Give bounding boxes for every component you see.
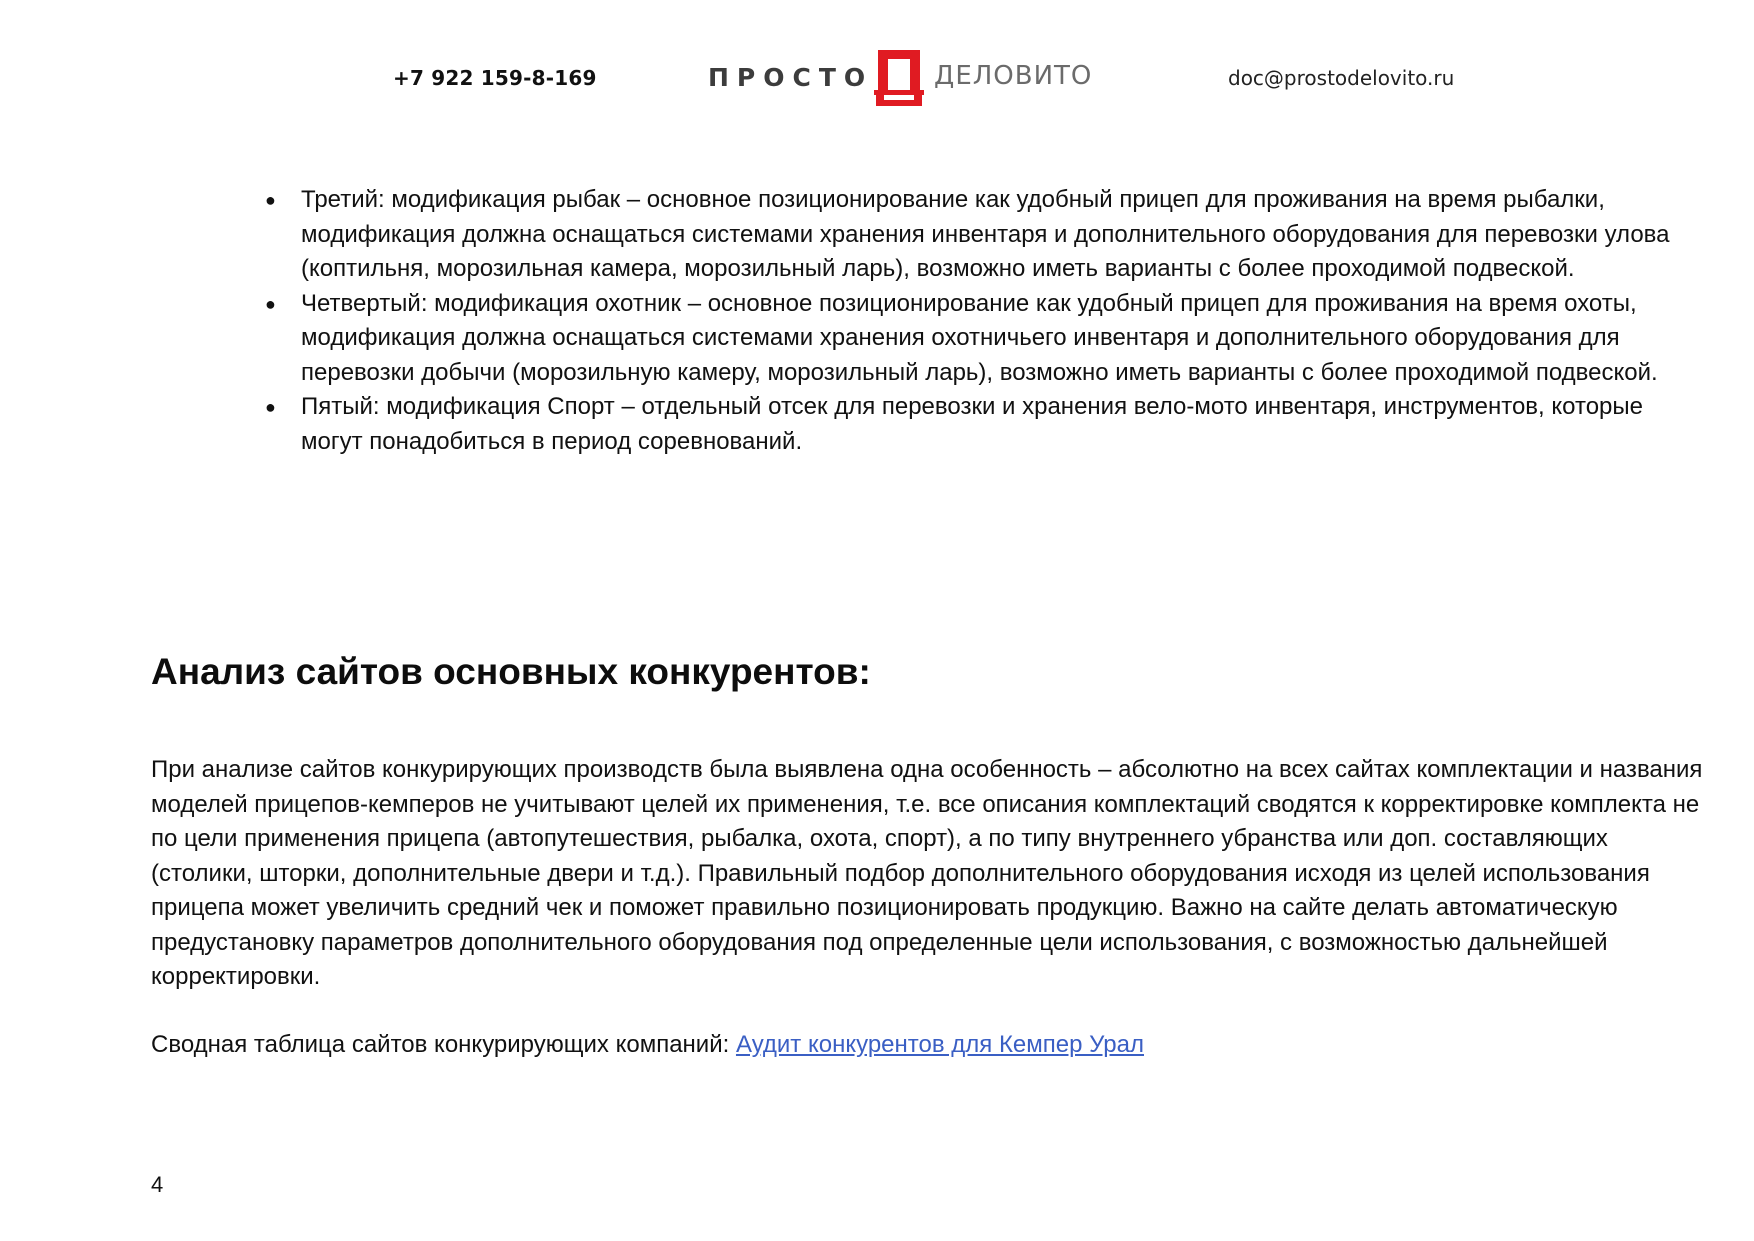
analysis-paragraph: При анализе сайтов конкурирующих производств была выявлена одна особенность – абсолютно на всех сайтах комплектации и названия моделей прицепов-кемперов не учитывают целей их применения, т.е. все описания комплектаций сводятся к корректировке комплекта не по цели применения прицепа (автопутешествия, рыбалка, охота, спорт), а по типу внутреннего убранства или доп. составляющих (столики, шторки, дополнительные двери и т.д.). Правильный подбор дополнительного оборудования исходя из целей использования прицепа может увеличить средний чек и поможет правильно позиционировать продукцию. Важно на сайте делать автоматическую предустановку параметров дополнительного оборудования под определенные цели использования, с возможностью дальнейшей корректировки. (151, 756, 1703, 990)
bullet-icon: ● (265, 397, 276, 417)
competitor-audit-link[interactable]: Аудит конкурентов для Кемпер Урал (735, 1031, 1144, 1058)
list-item-text: Третий: модификация рыбак – основное позиционирование как удобный прицеп для проживания на время рыбалки, модификация должна оснащаться системами хранения инвентаря и дополнительного оборудования для перевозки улова (коптильня, морозильная камера, морозильный ларь), возможно иметь варианты с более проходимой подвеской. (301, 186, 1670, 282)
list-item-text: Четвертый: модификация охотник – основное позиционирование как удобный прицеп для проживания на время охоты, модификация должна оснащаться системами хранения охотничьего инвентаря и дополнительного оборудования для перевозки добычи (морозильную камеру, морозильный ларь), возможно иметь варианты с более проходимой подвеской. (301, 289, 1658, 386)
logo-right-text: ДЕЛОВИТО (934, 61, 1093, 91)
summary-label: Сводная таблица сайтов конкурирующих компаний: (151, 1031, 730, 1058)
bullet-icon: ● (265, 293, 276, 314)
company-logo (708, 50, 1093, 106)
list-item (263, 390, 1703, 459)
modification-list (263, 183, 1703, 459)
header-phone: +7 922 159-8-169 (393, 66, 597, 90)
logo-mark-icon (874, 50, 924, 106)
header-email[interactable]: doc@prostodelovito.ru (1228, 66, 1455, 90)
summary-line (151, 1028, 1144, 1063)
list-item-text: Пятый: модификация Спорт – отдельный отсек для перевозки и хранения вело-мото инвентаря, инструментов, которые могут понадобиться в период соревнований. (301, 393, 1643, 455)
logo-left-text: ПРОСТО (708, 63, 874, 92)
list-item (263, 183, 1703, 287)
page-header (0, 0, 1754, 130)
page-number: 4 (151, 1172, 164, 1197)
list-item (263, 287, 1703, 391)
bullet-icon: ● (265, 190, 276, 210)
section-heading: Анализ сайтов основных конкурентов: (151, 651, 871, 692)
